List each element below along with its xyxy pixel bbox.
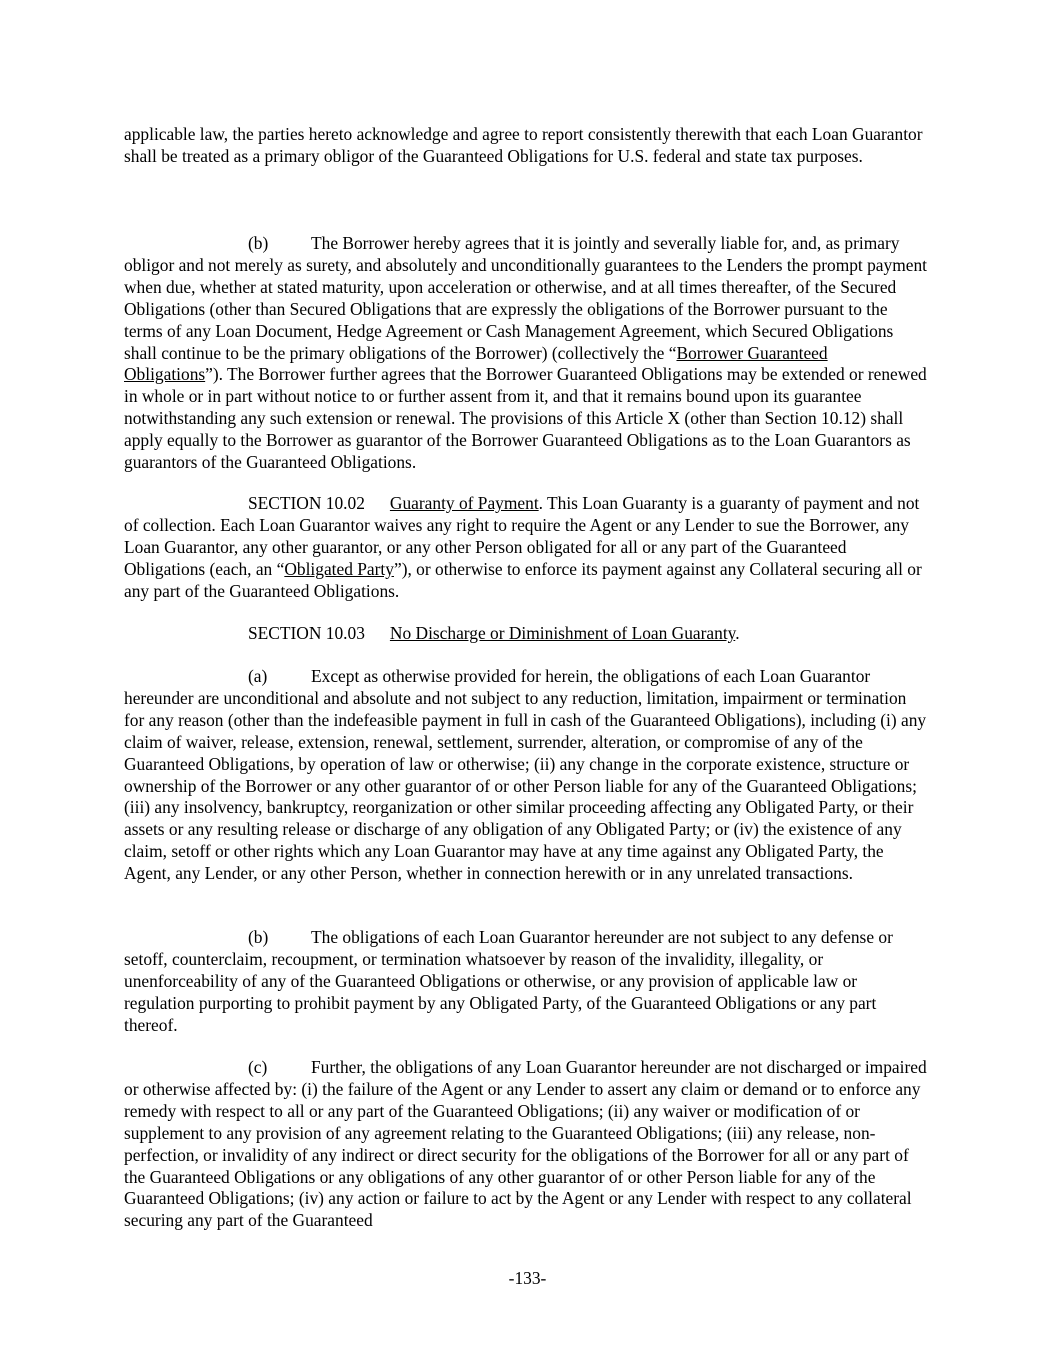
paragraph-a-unconditional (124, 666, 930, 885)
clause-label: (b) (248, 233, 269, 253)
paragraph-c-not-discharged (124, 1057, 930, 1232)
paragraph-text: ”). The Borrower further agrees that the Borrower Guaranteed Obligations may be extended or renewed in whole or in part without notice to or further assent from it, and that it remains bound upon its guarantee notwithstanding any such extension or renewal. The provisions of this Article X (other than Section 10.12) shall apply equally to the Borrower as guarantor of the Borrower Guaranteed Obligations as to the Loan Guarantors as guarantors of the Guaranteed Obligations. (124, 364, 927, 473)
paragraph-b-no-defense (124, 927, 930, 1037)
clause-label: (a) (248, 666, 268, 686)
paragraph-b-borrower-guarantee (124, 233, 930, 474)
section-title: Guaranty of Payment (389, 493, 539, 513)
clause-label: (c) (248, 1057, 268, 1077)
paragraph-text: applicable law, the parties hereto acknowledge and agree to report consistently therewith that each Loan Guarantor shall be treated as a primary obligor of the Guaranteed Obligations for U.S. federal and state tax purposes. (124, 124, 923, 166)
section-number: SECTION 10.02 (248, 493, 365, 513)
section-10-03-heading (124, 623, 930, 645)
paragraph-applicable-law (124, 124, 930, 168)
paragraph-text: ”), or otherwise to enforce its payment against any Collateral securing all or any part of the Guaranteed Obligations. (124, 558, 922, 601)
paragraph-text: Further, the obligations of any Loan Guarantor hereunder are not discharged or impaired or otherwise affected by: (i) the failure of the Agent or any Lender to assert any claim or demand or to enforce any remedy with respect to all or any part of the Guaranteed Obligations; (ii) any waiver or modification of or supplement to any provision of any agreement relating to the Guaranteed Obligations; (iii) any release, non-perfection, or invalidity of any indirect or direct security for the obligations of the Borrower for all or any part of the Guaranteed Obligations or any obligations of any other guarantor of or other Person liable for any of the Guaranteed Obligations; (iv) any action or failure to act by the Agent or any Lender with respect to any collateral securing any part of the Guaranteed (124, 1057, 927, 1231)
defined-term-obligated-party: Obligated Party (284, 558, 394, 579)
section-title: No Discharge or Diminishment of Loan Guaranty (389, 623, 736, 643)
section-number: SECTION 10.03 (248, 623, 365, 643)
clause-label: (b) (248, 927, 269, 947)
paragraph-text: . This Loan Guaranty is a guaranty of payment and not of collection. Each Loan Guarantor waives any right to require the Agent or any Lender to sue the Borrower, any Loan Guarantor, any other guarantor, or any other Person obligated for all or any part of the Guaranteed Obligations (each, an “ (124, 493, 920, 579)
paragraph-text: The obligations of each Loan Guarantor hereunder are not subject to any defense or setoff, counterclaim, recoupment, or termination whatsoever by reason of the invalidity, illegality, or unenforceability of any of the Guaranteed Obligations or otherwise, or any provision of applicable law or regulation purporting to prohibit payment by any Obligated Party, of the Guaranteed Obligations or any part thereof. (124, 927, 893, 1035)
defined-term-borrower-guaranteed-obligations: Borrower Guaranteed Obligations (124, 342, 828, 385)
paragraph-text: The Borrower hereby agrees that it is jointly and severally liable for, and, as primary obligor and not merely as surety, and absolutely and unconditionally guarantees to the Lenders the prompt payment when due, whether at stated maturity, upon acceleration or otherwise, and at all times thereafter, of the Secured Obligations (other than Secured Obligations that are expressly the obligations of the Borrower pursuant to the terms of any Loan Document, Hedge Agreement or Cash Management Agreement, which Secured Obligations shall continue to be the primary obligations of the Borrower) (collectively the “ (124, 233, 927, 363)
section-10-02 (124, 493, 930, 603)
paragraph-text: Except as otherwise provided for herein, the obligations of each Loan Guarantor hereunder are unconditional and absolute and not subject to any reduction, limitation, impairment or termination for any reason (other than the indefeasible payment in full in cash of the Guaranteed Obligations), including (i) any claim of waiver, release, extension, renewal, settlement, surrender, alteration, or compromise of any of the Guaranteed Obligations, by operation of law or otherwise; (ii) any change in the corporate existence, structure or ownership of the Borrower or any other guarantor of or other Person liable for any of the Guaranteed Obligations; (iii) any insolvency, bankruptcy, reorganization or other similar proceeding affecting any Obligated Party, or their assets or any resulting release or discharge of any obligation of any Obligated Party; or (iv) the existence of any claim, setoff or other rights which any Loan Guarantor may have at any time against any Obligated Party, the Agent, any Lender, or any other Person, whether in connection herewith or in any unrelated transactions. (124, 666, 927, 884)
page-number: -133- (508, 1268, 547, 1288)
section-title-period: . (735, 623, 740, 643)
